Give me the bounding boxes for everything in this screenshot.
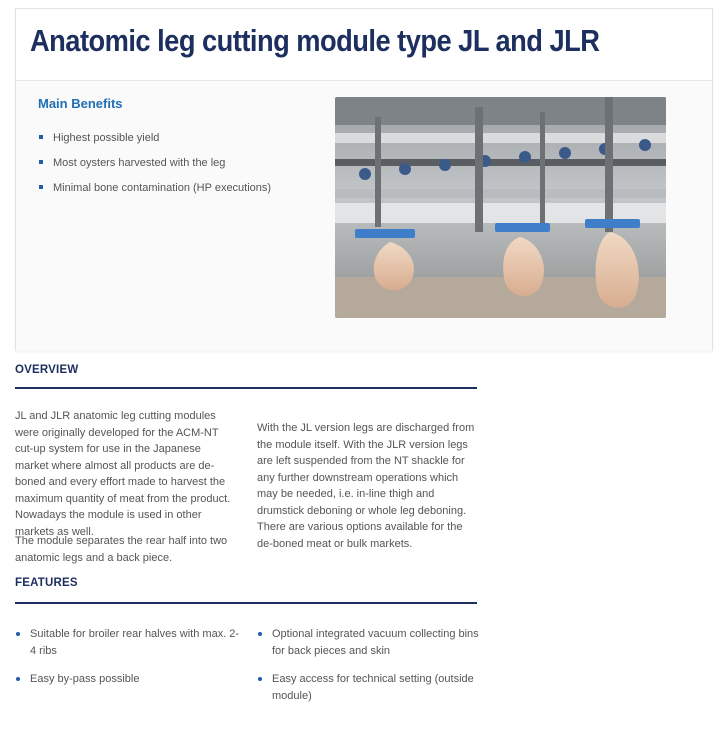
product-card — [15, 8, 713, 351]
machine-photo-illustration — [335, 97, 666, 318]
list-item — [38, 156, 271, 181]
benefit-text: Minimal bone contamination (HP executions) — [53, 182, 272, 194]
list-item — [257, 626, 487, 659]
overview-paragraph-1: JL and JLR anatomic leg cutting modules were originally developed for the ACM-NT cut-up system for use in the Japanese market where almost all products are de-boned and every effort made to harvest the maximum quantity of meat from the product. Nowadays the module is used in other markets as well. — [15, 410, 231, 538]
bullet-icon — [39, 160, 43, 164]
card-body — [16, 81, 712, 351]
list-item — [257, 671, 487, 704]
list-item — [15, 626, 240, 659]
overview-title: OVERVIEW — [15, 364, 79, 376]
list-item — [38, 131, 271, 156]
features-title: FEATURES — [15, 577, 78, 589]
bullet-icon — [258, 632, 262, 636]
bullet-icon — [39, 135, 43, 139]
features-divider — [15, 602, 477, 604]
list-item — [38, 181, 271, 206]
benefits-list — [38, 131, 271, 206]
overview-paragraph-2: The module separates the rear half into two anatomic legs and a back piece. — [15, 535, 228, 564]
feature-text: Easy by-pass possible — [30, 673, 140, 685]
bullet-icon — [16, 632, 20, 636]
feature-text: Suitable for broiler rear halves with max. 2-4 ribs — [30, 628, 240, 657]
benefit-text: Highest possible yield — [53, 132, 160, 144]
bullet-icon — [258, 677, 262, 681]
benefits-title: Main Benefits — [38, 96, 123, 111]
benefit-text: Most oysters harvested with the leg — [53, 157, 226, 169]
feature-text: Easy access for technical setting (outside module) — [272, 673, 474, 702]
bullet-icon — [16, 677, 20, 681]
machine-photo — [335, 97, 666, 318]
list-item — [15, 671, 240, 688]
card-header — [16, 9, 712, 81]
feature-text: Optional integrated vacuum collecting bins for back pieces and skin — [272, 628, 479, 657]
overview-divider — [15, 387, 477, 389]
page-title: Anatomic leg cutting module type JL and JLR — [30, 23, 600, 58]
overview-paragraph-3: With the JL version legs are discharged from the module itself. With the JLR version legs are left suspended from the NT shackle for any further downstream operations which may be needed, i.e. in-line thigh and drumstick deboning or whole leg deboning. There are various options available for the de-boned meat or bulk markets. — [257, 422, 475, 550]
bullet-icon — [39, 185, 43, 189]
